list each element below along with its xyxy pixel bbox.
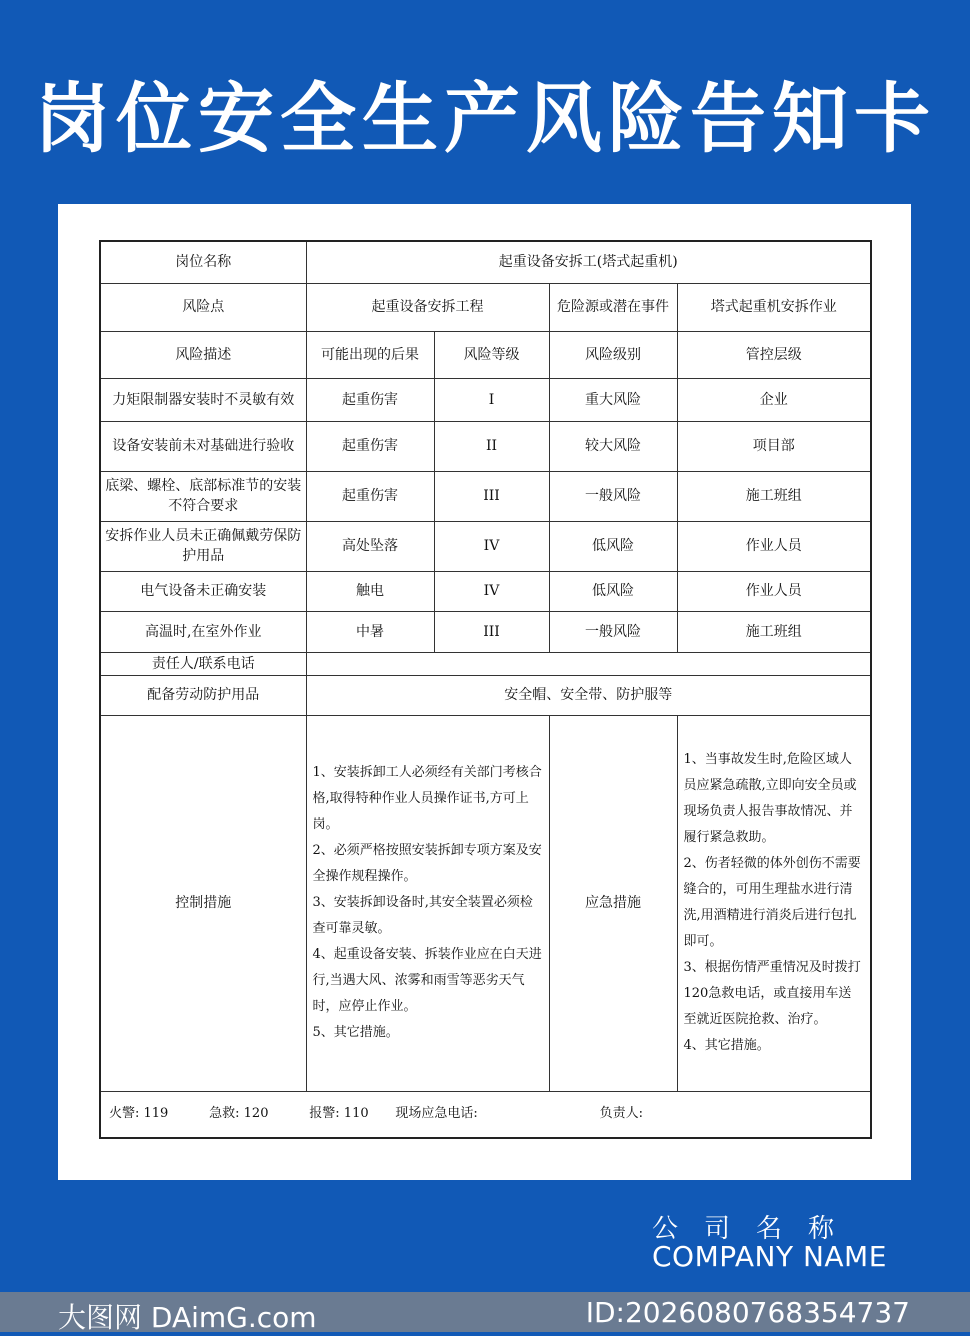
row-level: 低风险 <box>549 521 677 571</box>
row-description: 安拆作业人员未正确佩戴劳保防护用品 <box>100 521 306 571</box>
measures-row <box>100 715 871 1091</box>
contact-footer-row <box>100 1091 871 1138</box>
header-control-level: 管控层级 <box>677 331 871 378</box>
responsible-label: 责任人/联系电话 <box>100 652 306 675</box>
row-control-level: 作业人员 <box>677 521 871 571</box>
police-phone: 报警: 110 <box>309 1106 369 1122</box>
control-item: 1、安装拆卸工人必须经有关部门考核合格,取得特种作业人员操作证书,方可上岗。 <box>312 765 542 832</box>
company-name-en: COMPANY NAME <box>652 1240 887 1273</box>
row-grade: IV <box>434 571 549 611</box>
risk-card-table <box>99 240 872 1139</box>
control-label: 控制措施 <box>100 715 306 1091</box>
row-level: 一般风险 <box>549 471 677 521</box>
watermark-id: ID:2026080768354737 <box>585 1296 910 1329</box>
company-name-cn: 公司名称 <box>652 1214 861 1244</box>
control-measures <box>306 715 549 1091</box>
position-row <box>100 241 871 283</box>
row-level: 重大风险 <box>549 378 677 421</box>
risk-point-label: 风险点 <box>100 283 306 331</box>
row-level: 低风险 <box>549 571 677 611</box>
watermark-site: 大图网 DAimG.com <box>58 1301 317 1334</box>
table-row <box>100 378 871 421</box>
row-control-level: 作业人员 <box>677 571 871 611</box>
header-description: 风险描述 <box>100 331 306 378</box>
row-consequence: 起重伤害 <box>306 471 434 521</box>
row-control-level: 企业 <box>677 378 871 421</box>
header-consequence: 可能出现的后果 <box>306 331 434 378</box>
emergency-item: 1、当事故发生时,危险区域人员应紧急疏散,立即向安全员或现场负责人报告事故情况、并履行紧急救助。 <box>683 752 857 845</box>
position-value: 起重设备安拆工(塔式起重机) <box>306 241 871 283</box>
row-consequence: 起重伤害 <box>306 421 434 471</box>
row-description: 电气设备未正确安装 <box>100 571 306 611</box>
row-grade: III <box>434 471 549 521</box>
row-description: 设备安装前未对基础进行验收 <box>100 421 306 471</box>
emergency-item: 3、根据伤情严重情况及时拨打120急救电话，或直接用车送至就近医院抢救、治疗。 <box>683 960 861 1027</box>
risk-point-row <box>100 283 871 331</box>
hazard-label: 危险源或潜在事件 <box>549 283 677 331</box>
row-grade: IV <box>434 521 549 571</box>
table-row <box>100 611 871 652</box>
row-description: 力矩限制器安装时不灵敏有效 <box>100 378 306 421</box>
control-item: 2、必须严格按照安装拆卸专项方案及安全操作规程操作。 <box>312 843 542 884</box>
ppe-value: 安全帽、安全带、防护服等 <box>306 675 871 715</box>
risk-point-value: 起重设备安拆工程 <box>306 283 549 331</box>
page-title: 岗位安全生产风险告知卡 <box>34 74 936 163</box>
emergency-item: 2、伤者轻微的体外创伤不需要缝合的，可用生理盐水进行清洗,用酒精进行消炎后进行包扎即可。 <box>683 856 861 949</box>
header-level: 风险级别 <box>549 331 677 378</box>
responsible-row <box>100 652 871 675</box>
control-item: 4、起重设备安装、拆装作业应在白天进行,当遇大风、浓雾和雨雪等恶劣天气时，应停止作业。 <box>312 947 542 1014</box>
row-level: 较大风险 <box>549 421 677 471</box>
person-in-charge: 负责人: <box>599 1106 643 1122</box>
row-control-level: 施工班组 <box>677 611 871 652</box>
row-description: 高温时,在室外作业 <box>100 611 306 652</box>
row-consequence: 高处坠落 <box>306 521 434 571</box>
emergency-label: 应急措施 <box>549 715 677 1091</box>
contact-footer <box>100 1091 871 1138</box>
position-label: 岗位名称 <box>100 241 306 283</box>
table-row <box>100 421 871 471</box>
row-consequence: 中暑 <box>306 611 434 652</box>
row-control-level: 项目部 <box>677 421 871 471</box>
hazard-value: 塔式起重机安拆作业 <box>677 283 871 331</box>
emergency-measures <box>677 715 871 1091</box>
table-row <box>100 571 871 611</box>
row-grade: II <box>434 421 549 471</box>
control-item: 3、安装拆卸设备时,其安全装置必须检查可靠灵敏。 <box>312 895 533 936</box>
table-row <box>100 471 871 521</box>
responsible-value <box>306 652 871 675</box>
row-level: 一般风险 <box>549 611 677 652</box>
header-row <box>100 331 871 378</box>
header-grade: 风险等级 <box>434 331 549 378</box>
site-emergency-phone: 现场应急电话: <box>395 1106 478 1122</box>
emergency-item: 4、其它措施。 <box>683 1038 770 1053</box>
row-consequence: 触电 <box>306 571 434 611</box>
ppe-row <box>100 675 871 715</box>
ambulance-phone: 急救: 120 <box>209 1106 269 1122</box>
fire-phone: 火警: 119 <box>109 1106 169 1122</box>
row-consequence: 起重伤害 <box>306 378 434 421</box>
control-item: 5、其它措施。 <box>312 1025 399 1040</box>
ppe-label: 配备劳动防护用品 <box>100 675 306 715</box>
table-row <box>100 521 871 571</box>
row-grade: I <box>434 378 549 421</box>
risk-card-panel <box>58 204 911 1180</box>
row-grade: III <box>434 611 549 652</box>
row-control-level: 施工班组 <box>677 471 871 521</box>
row-description: 底梁、螺栓、底部标准节的安装不符合要求 <box>100 471 306 521</box>
